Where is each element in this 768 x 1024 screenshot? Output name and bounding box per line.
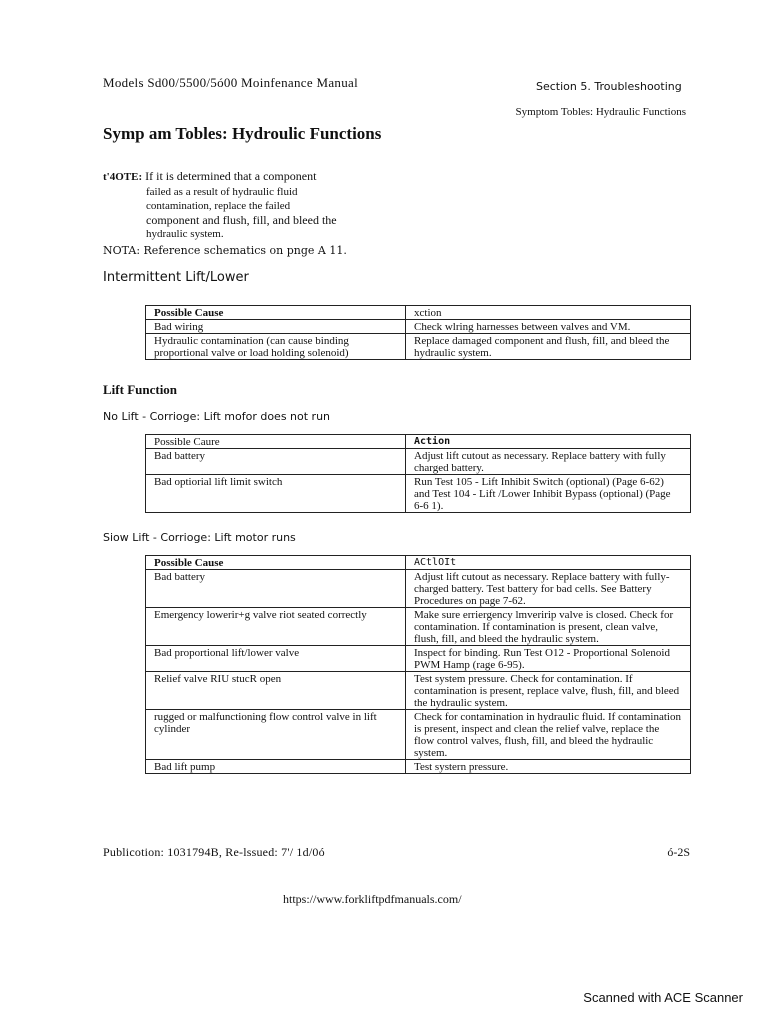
page-title: Symp am Tobles: Hydroulic Functions	[103, 124, 382, 143]
cause-cell: Emergency lowerir+g valve riot seated correctly	[146, 608, 406, 646]
action-cell: Adjust lift cutout as necessary. Replace battery with fully-charged battery. Test battery for bad cells. See Battery Procedures on page 7-62.	[406, 570, 691, 608]
action-cell: Replace damaged component and flush, fill, and bleed the hydraulic system.	[406, 334, 691, 360]
source-url[interactable]: https://www.forkliftpdfmanuals.com/	[283, 892, 462, 906]
action-cell: Check wlring harnesses between valves and VM.	[406, 320, 691, 334]
table-header-row	[146, 306, 691, 320]
note-line: hydraulic system.	[146, 228, 224, 240]
cause-cell: Bad optiorial lift limit switch	[146, 475, 406, 513]
note-block	[103, 168, 403, 241]
table-row	[146, 334, 691, 360]
table-row	[146, 570, 691, 608]
action-cell: Run Test 105 - Lift Inhibit Switch (optional) (Page 6-62) and Test 104 - Lift /Lower Inhibit Bypass (optional) (Page 6-6 1).	[406, 475, 691, 513]
cause-cell: rugged or malfunctioning flow control valve in lift cylinder	[146, 710, 406, 760]
action-cell: Test system pressure. Check for contamination. If contamination is present, replace valve, flush, fill, and bleed the hydraulic system.	[406, 672, 691, 710]
page-number: ó-2S	[667, 845, 690, 859]
slow-lift-table	[145, 555, 691, 774]
column-header: xction	[406, 306, 691, 320]
action-cell: Adjust lift cutout as necessary. Replace battery with fully charged battery.	[406, 449, 691, 475]
subheading-no-lift: No Lift - Corrioge: Lift mofor does not run	[103, 410, 331, 423]
note-line: If it is determined that a component	[145, 169, 317, 183]
table-row	[146, 646, 691, 672]
cause-cell: Hydraulic contamination (can cause binding proportional valve or load holding solenoid)	[146, 334, 406, 360]
column-header: Possible Caure	[146, 435, 406, 449]
cause-cell: Bad battery	[146, 570, 406, 608]
note-line: component and flush, fill, and bleed the	[146, 213, 337, 227]
table-row	[146, 608, 691, 646]
column-header: ACtlOIt	[406, 556, 691, 570]
intermittent-lift-table	[145, 305, 691, 360]
table-row	[146, 760, 691, 774]
no-lift-table	[145, 434, 691, 513]
column-header: Possible Cause	[146, 556, 406, 570]
scanner-watermark: Scanned with ACE Scanner	[583, 990, 743, 1005]
table-row	[146, 320, 691, 334]
action-cell: Check for contamination in hydraulic fluid. If contamination is present, inspect and clean the relief valve, replace the flow control valves, flush, fill, and bleed the hydraulic system.	[406, 710, 691, 760]
cause-cell: Bad battery	[146, 449, 406, 475]
table-row	[146, 475, 691, 513]
section-heading-intermittent: Intermittent Lift/Lower	[103, 270, 249, 285]
column-header: Possible Cause	[146, 306, 406, 320]
section-heading-lift-function: Lift Function	[103, 382, 178, 397]
action-cell: Make sure erriergency lmveririp valve is closed. Check for contamination. If contamination is present, clean valve, flush, fill, and bleed the hydraulic system.	[406, 608, 691, 646]
nota-line: NOTA: Reference schematics on pnge A 11.	[103, 244, 347, 257]
table-row	[146, 672, 691, 710]
table-row	[146, 449, 691, 475]
table-header-row	[146, 435, 691, 449]
cause-cell: Bad wiring	[146, 320, 406, 334]
action-cell: Test systern pressure.	[406, 760, 691, 774]
section-header: Section 5. Troubleshooting	[536, 80, 682, 93]
column-header: Action	[406, 435, 691, 449]
note-line: contamination, replace the failed	[146, 200, 291, 212]
action-cell: Inspect for binding. Run Test O12 - Proportional Solenoid PWM Hamp (rage 6-95).	[406, 646, 691, 672]
table-row	[146, 710, 691, 760]
cause-cell: Relief valve RIU stucR open	[146, 672, 406, 710]
note-line: failed as a result of hydraulic fluid	[146, 186, 298, 198]
subsection-header: Symptom Tobles: Hydraulic Functions	[515, 106, 686, 118]
table-header-row	[146, 556, 691, 570]
publication-footer: Publicotion: 1031794B, Re-lssued: 7'/ 1d/0ó	[103, 845, 325, 859]
subheading-slow-lift: Siow Lift - Corrioge: Lift motor runs	[103, 531, 296, 544]
cause-cell: Bad proportional lift/lower valve	[146, 646, 406, 672]
note-label: t'4OTE:	[103, 171, 143, 183]
cause-cell: Bad lift pump	[146, 760, 406, 774]
manual-title-header: Models Sd00/5500/5ó00 Moinfenance Manual	[103, 75, 358, 90]
